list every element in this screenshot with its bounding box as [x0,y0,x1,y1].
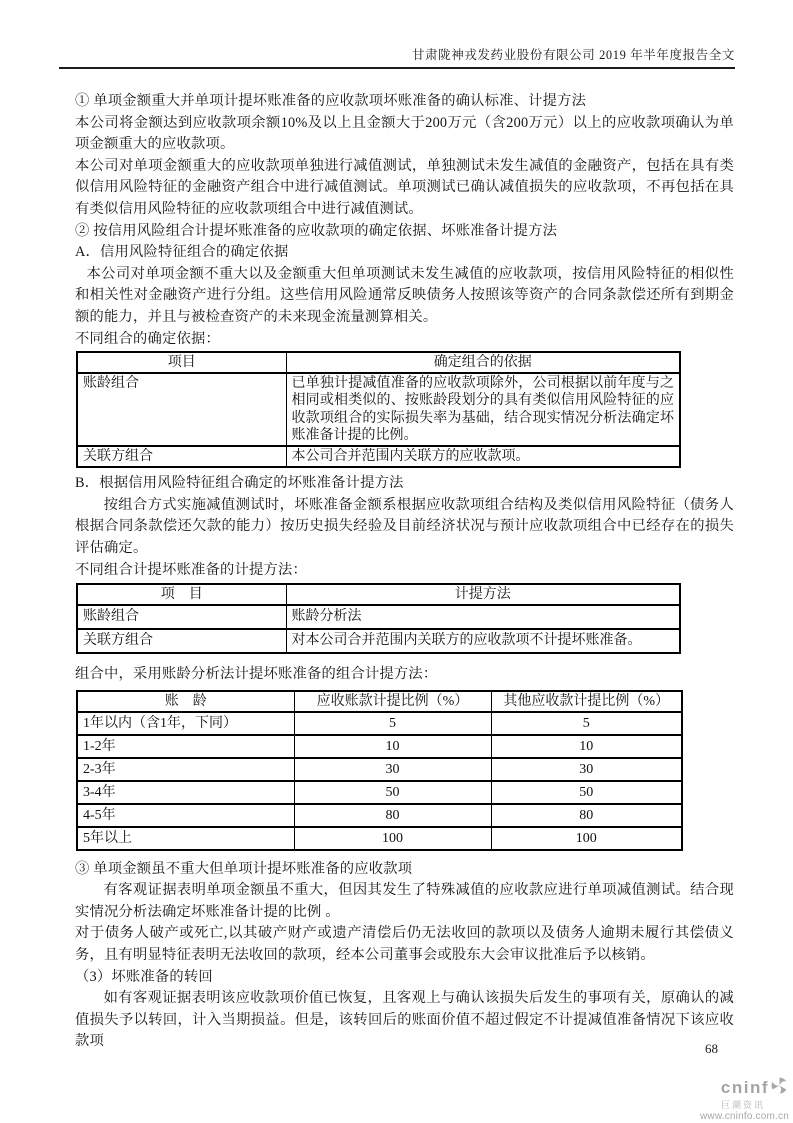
label-method-table: 不同组合计提坏账准备的计提方法： [75,561,307,578]
table-row [77,373,680,446]
aging-row-ar-pct: 30 [294,758,491,781]
aging-row-other-pct: 5 [491,712,682,735]
label-aging-table: 组合中，采用账龄分析法计提坏账准备的组合计提方法： [75,666,438,683]
para-portfolio-impairment: 按组合方式实施减值测试时，坏账准备金额系根据应收款项组合结构及类似信用风险特征（债务人根据合同条款偿还欠款的能力）按历史损失经验及目前经济状况与预计应收款项组合中已经存在的损失评估确定。 [75,496,734,556]
aging-row-ar-pct: 50 [294,781,491,804]
heading-item-1: ① 单项金额重大并单项计提坏账准备的应收款项坏账准备的确认标准、计提方法 [75,93,587,109]
cninfo-logo [669,1076,789,1123]
aging-col-age-header: 账 龄 [77,691,294,712]
cninfo-swirl-icon [770,1076,789,1100]
table-row [77,712,682,735]
table-row [77,827,682,850]
aging-row-label: 1年以内（含1年，下同） [77,712,294,735]
aging-col-other-header: 其他应收款计提比例（%） [491,691,682,712]
report-header-title: 甘肃陇神戎发药业股份有限公司 2019 年半年度报告全文 [411,48,735,62]
cninfo-logo-top [669,1076,789,1100]
basis-row-related-desc: 本公司合并范围内关联方的应收款项。 [286,446,680,467]
provision-method-table [76,583,681,654]
basis-row-aging-desc: 已单独计提减值准备的应收款项除外，公司根据以前年度与之相同或相类似的、按账龄段划分的具有类似信用风险特征的应收款项组合的实际损失率为基础，结合现实情况分析法确定坏账准备计提的比例。 [286,373,680,446]
label-basis-table: 不同组合的确定依据： [75,330,220,347]
aging-col-ar-header: 应收账款计提比例（%） [294,691,491,712]
basis-col-basis-header: 确定组合的依据 [286,352,680,373]
page-header [59,0,735,69]
page-number: 68 [705,1041,718,1056]
para-significant-amount: 本公司将金额达到应收款项余额10%及以上且金额大于200万元（含200万元）以上的应收款项确认为单项金额重大的应收款项。 [75,114,734,153]
method-row-related-label: 关联方组合 [77,629,286,653]
table-row [77,804,682,827]
aging-row-other-pct: 10 [491,735,682,758]
aging-row-ar-pct: 80 [294,804,491,827]
method-col-item-header: 项 目 [77,584,286,605]
heading-reversal: （3）坏账准备的转回 [75,968,213,985]
aging-row-ar-pct: 10 [294,735,491,758]
aging-row-other-pct: 30 [491,758,682,781]
para-reversal: 如有客观证据表明该应收款项价值已恢复，且客观上与确认该损失后发生的事项有关，原确认的减值损失予以转回，计入当期损益。但是，该转回后的账面价值不超过假定不计提减值准备情况下该应收款项 [75,990,734,1050]
basis-row-related-label: 关联方组合 [77,446,286,467]
heading-item-2: ② 按信用风险组合计提坏账准备的应收款项的确定依据、坏账准备计提方法 [75,222,558,239]
table-row [77,758,682,781]
method-row-aging-value: 账龄分析法 [286,605,680,629]
para-write-off: 对于债务人破产或死亡,以其破产财产或遗产清偿后仍无法收回的款项以及债务人逾期未履行其偿债义务，且有明显特征表明无法收回的款项，经本公司董事会或股东大会审议批准后予以核销。 [75,925,734,964]
method-col-method-header: 计提方法 [286,584,680,605]
table-header-row [77,691,682,712]
basis-row-aging-label: 账龄组合 [77,373,286,446]
table-header-row [77,584,680,605]
aging-row-label: 4-5年 [77,804,294,827]
aging-row-other-pct: 100 [491,827,682,850]
table-row [77,629,680,653]
table-row [77,605,680,629]
table-header-row [77,352,680,373]
heading-item-3: ③ 单项金额虽不重大但单项计提坏账准备的应收款项 [75,860,413,877]
aging-row-other-pct: 80 [491,804,682,827]
table-row [77,446,680,467]
method-row-related-value: 对本公司合并范围内关联方的应收款项不计提坏账准备。 [286,629,680,653]
cninfo-chinese-name: 巨潮资讯 [720,1100,765,1110]
table-row [77,735,682,758]
para-credit-risk-grouping: 本公司对单项金额不重大以及金额重大但单项测试未发生减值的应收款项，按信用风险特征的相似性和相关性对金融资产进行分组。这些信用风险通常反映债务人按照该等资产的合同条款偿还所有到期金额的能力，并且与被检查资产的未来现金流量测算相关。 [75,265,734,325]
aging-row-other-pct: 50 [491,781,682,804]
cninfo-url: www.cninfo.com.cn [700,1111,789,1122]
aging-analysis-table [76,690,683,851]
aging-row-label: 5年以上 [77,827,294,850]
para-objective-evidence: 有客观证据表明单项金额虽不重大，但因其发生了特殊减值的应收款应进行单项减值测试。结合现实情况分析法确定坏账准备计提的比例 。 [75,882,734,920]
table-row [77,781,682,804]
aging-row-label: 3-4年 [77,781,294,804]
heading-section-a: A．信用风险特征组合的确定依据 [75,244,289,261]
method-row-aging-label: 账龄组合 [77,605,286,629]
aging-row-ar-pct: 100 [294,827,491,850]
aging-row-label: 1-2年 [77,735,294,758]
aging-row-label: 2-3年 [77,758,294,781]
para-individual-test: 本公司对单项金额重大的应收款项单独进行减值测试，单独测试未发生减值的金融资产，包括在具有类似信用风险特征的金融资产组合中进行减值测试。单项测试已确认减值损失的应收款项，不再包括在具有类似信用风险特征的应收款项组合中进行减值测试。 [75,157,734,217]
aging-row-ar-pct: 5 [294,712,491,735]
cninfo-brand-text: cninf [720,1078,769,1097]
basis-col-item-header: 项目 [77,352,286,373]
combination-basis-table [76,351,681,468]
heading-section-b: B．根据信用风险特征组合确定的坏账准备计提方法 [75,475,404,492]
document-body [59,91,734,1053]
